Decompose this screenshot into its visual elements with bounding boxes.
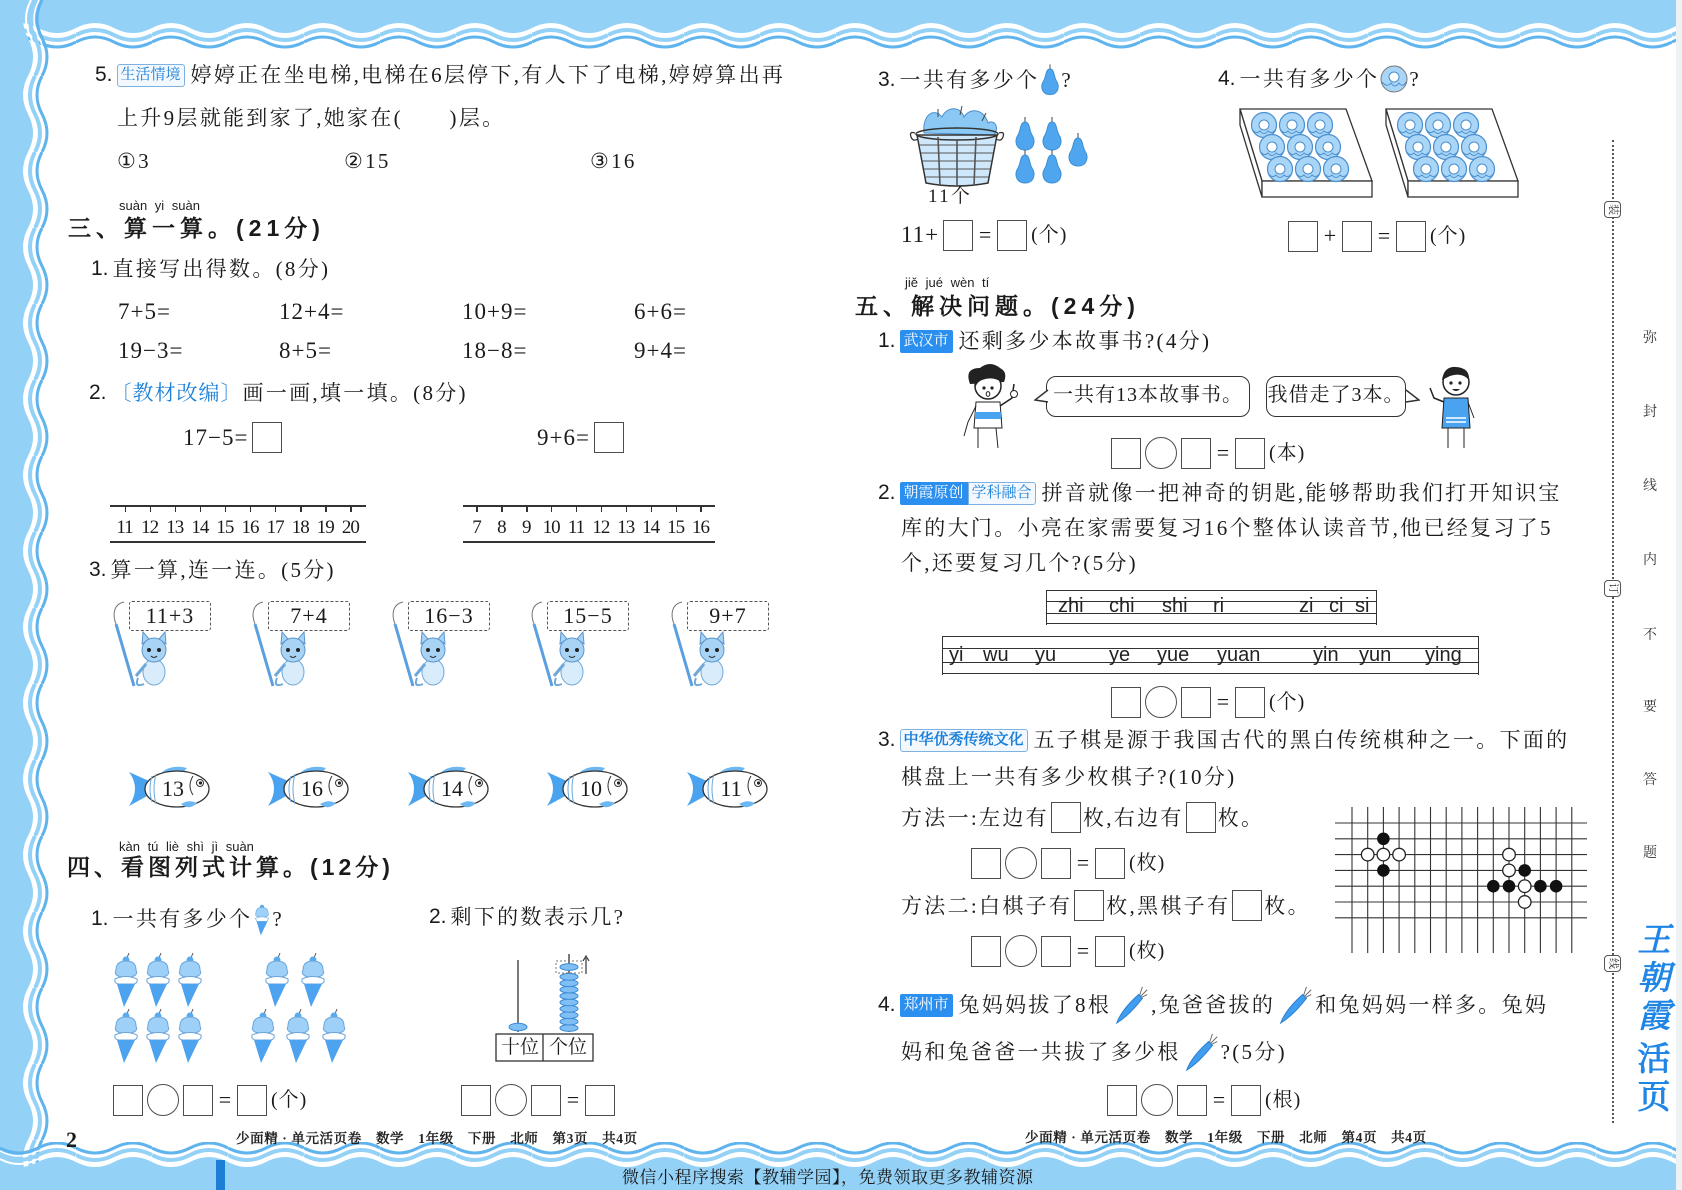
operator-circle[interactable] (1145, 686, 1177, 718)
section-4-q4-title (1218, 64, 1421, 94)
operator-circle[interactable] (495, 1084, 527, 1116)
question-text: 和兔妈妈一样多。兔妈 (1315, 993, 1549, 1017)
fish-number: 11 (720, 776, 742, 801)
equation-text: 9+6= (537, 424, 590, 450)
mental-math-item: 9+4= (634, 338, 687, 363)
equals-sign: = (1216, 440, 1230, 465)
equals-sign: = (978, 222, 992, 247)
fish-answer-card[interactable] (266, 764, 354, 812)
option-1[interactable]: ①3 (117, 149, 151, 173)
answer-box[interactable] (531, 1085, 561, 1116)
unit-label: (根) (1265, 1089, 1302, 1111)
tag-life-scenario: 生活情境 (117, 64, 185, 87)
number-line-tick (263, 505, 288, 541)
footer-left: 少面精 · 单元活页卷 数学 1年级 下册 北师 第3页 共4页 (236, 1131, 638, 1146)
tick-label: 18 (291, 517, 309, 538)
tick-label: 12 (141, 517, 159, 538)
question-number: 1. (91, 257, 109, 280)
black-stone (1518, 864, 1531, 877)
cat-expression-card[interactable]: 7+4 (268, 601, 350, 631)
answer-box[interactable] (971, 936, 1001, 967)
question-text: ?(5分) (1220, 1040, 1287, 1064)
pinyin-syllable: ying (1425, 644, 1462, 666)
equals-sign: = (1076, 938, 1090, 963)
unit-label: (个) (271, 1089, 308, 1111)
tick-label: 16 (691, 517, 709, 538)
cat-expression-card[interactable]: 16−3 (408, 601, 490, 631)
answer-box[interactable] (1111, 687, 1141, 718)
answer-box[interactable] (461, 1085, 491, 1116)
section-5-q3-line1 (878, 727, 1569, 753)
tens-place-label: 十位 (500, 1037, 539, 1058)
question-text: 拼音就像一把神奇的钥匙,能够帮助我们打开知识宝 (1041, 481, 1562, 505)
tick-label: 13 (617, 517, 635, 538)
fish-answer-card[interactable] (127, 764, 215, 812)
tick-label: 20 (341, 517, 359, 538)
question-number: 1. (878, 329, 896, 352)
section-5-q2-line2: 库的大门。小亮在家需要复习16个整体认读音节,他已经复习了5 (901, 516, 1553, 540)
equals-sign: = (1212, 1087, 1226, 1112)
tick-label: 19 (316, 517, 334, 538)
equals-sign: = (566, 1087, 580, 1112)
abacus (490, 950, 600, 1064)
section-3-q3-title (89, 557, 336, 583)
ice-cream-groups-picture (100, 950, 360, 1066)
number-line-tick (112, 505, 137, 541)
number-line-tick (212, 505, 237, 541)
white-stone (1361, 848, 1374, 861)
question-number: 2. (429, 905, 447, 928)
unit-label: (个) (1269, 691, 1306, 713)
tick-label: 15 (216, 517, 234, 538)
question-text: 五子棋是源于我国古代的黑白传统棋种之一。下面的 (1033, 728, 1570, 752)
method-text: 枚,黑棋子有 (1106, 893, 1231, 918)
method-text: 方法一:左边有 (901, 805, 1049, 830)
fish-number: 16 (301, 776, 323, 801)
pinyin-syllable: yue (1157, 644, 1190, 666)
operator-circle[interactable] (1005, 847, 1037, 879)
equation-17-minus-5 (183, 422, 282, 453)
seal-notice-char: 弥 (1643, 331, 1657, 346)
section-5-q4-line2 (901, 1032, 1287, 1072)
white-stone (1393, 848, 1406, 861)
mental-math-item: 10+9= (462, 299, 528, 324)
section-4-pinyin: kàn tú liè shì jì suàn (119, 839, 254, 854)
question-5-line1 (95, 62, 785, 88)
girl-icon (960, 362, 1030, 452)
ones-place-label: 个位 (548, 1037, 587, 1058)
white-stone (1503, 848, 1516, 861)
tick-label: 11 (567, 517, 585, 538)
seal-notice-char: 不 (1643, 628, 1657, 643)
equals-sign: = (1076, 850, 1090, 875)
question-number: 3. (878, 68, 896, 91)
tag-city-wuhan: 武汉市 (900, 330, 953, 353)
answer-box[interactable] (1235, 687, 1265, 718)
pear-basket-icon (908, 103, 1006, 189)
seal-notice-char: 答 (1643, 773, 1657, 788)
section-5-pinyin: jiě jué wèn tí (905, 275, 990, 290)
pinyin-syllable: zhi (1058, 595, 1084, 617)
black-stone (1534, 880, 1547, 893)
section-3-q2-title (89, 380, 468, 406)
cat-expression-card[interactable]: 11+3 (129, 601, 211, 631)
number-line-tick (338, 505, 363, 541)
question-number: 4. (878, 993, 896, 1016)
pinyin-syllable: yuan (1217, 644, 1261, 666)
method-2-answer-row (971, 935, 1165, 967)
mental-math-item: 6+6= (634, 299, 687, 324)
white-stone (1377, 848, 1390, 861)
number-line-tick (313, 505, 338, 541)
question-suffix: ? (1061, 68, 1073, 92)
question-text: 婷婷正在坐电梯,电梯在6层停下,有人下了电梯,婷婷算出再 (190, 63, 786, 87)
question-text: 直接写出得数。(8分) (112, 257, 331, 281)
tag-traditional-culture: 中华优秀传统文化 (900, 729, 1028, 752)
seal-notice-char: 封 (1643, 405, 1657, 420)
tag-original: 朝霞原创 (900, 482, 968, 505)
answer-box[interactable] (1041, 848, 1071, 879)
carrot-icon (1111, 985, 1151, 1025)
brand-logo-char: 页 (1637, 1078, 1671, 1115)
pears-outside-picture (1010, 115, 1094, 185)
promo-banner-text: 微信小程序搜索【教辅学园】，免费领取更多教辅资源 (622, 1168, 1034, 1187)
answer-box[interactable] (1095, 848, 1125, 879)
cat-expression-card[interactable]: 9+7 (687, 601, 769, 631)
question-5-line2: 上升9层就能到家了,她家在( )层。 (117, 106, 506, 130)
number-line-left (110, 505, 366, 543)
section-3-pinyin: suàn yi suàn (119, 198, 200, 213)
method-1-answer-row (971, 847, 1165, 879)
answer-box[interactable] (1111, 438, 1141, 469)
question-number: 3. (878, 728, 896, 751)
brand-logo-char: 朝 (1637, 961, 1671, 997)
answer-box[interactable] (1181, 438, 1211, 469)
section-5-title: 五、解决问题。(24分) (855, 293, 1140, 319)
answer-box[interactable] (1232, 890, 1262, 921)
pinyin-syllable: yin (1313, 644, 1339, 666)
number-line-tick (137, 505, 162, 541)
question-text: 兔妈妈拔了8根 (958, 993, 1112, 1017)
unit-label: (个) (1430, 225, 1467, 247)
ice-cream-icon (252, 902, 272, 936)
question-number: 2. (878, 481, 896, 504)
fish-answer-card[interactable] (406, 764, 494, 812)
tag-textbook-adapted: 〔教材改编〕 (110, 381, 243, 405)
black-stone (1550, 880, 1563, 893)
number-line-tick (539, 505, 564, 541)
number-line-tick (187, 505, 212, 541)
cat-expression-card[interactable]: 15−5 (547, 601, 629, 631)
equation-text: 17−5= (183, 424, 249, 450)
operator-circle[interactable] (1005, 935, 1037, 967)
tick-label: 7 (472, 517, 481, 538)
answer-box[interactable] (1231, 1085, 1261, 1116)
number-line-tick (514, 505, 539, 541)
white-stone (1518, 896, 1531, 909)
section-4-q1-answer-row (113, 1084, 307, 1116)
operator-circle[interactable] (1141, 1084, 1173, 1116)
unit-label: (个) (1031, 224, 1068, 246)
mental-math-item: 7+5= (118, 299, 171, 324)
binding-stamp: 线 (1604, 955, 1621, 972)
answer-box[interactable] (1041, 936, 1071, 967)
number-line-tick (588, 505, 613, 541)
speech-tail-right (1404, 388, 1420, 406)
answer-box[interactable] (971, 848, 1001, 879)
pinyin-syllable: zi (1299, 595, 1314, 617)
method-text: 枚。 (1217, 805, 1265, 830)
section-4-q3-answer-row (901, 219, 1067, 251)
pinyin-syllable: ri (1213, 595, 1225, 617)
tick-label: 13 (166, 517, 184, 538)
speech-tail-left (1034, 388, 1050, 406)
fish-answer-card[interactable] (545, 764, 633, 812)
section-4-q3-title (878, 64, 1073, 96)
answer-box[interactable] (183, 1085, 213, 1116)
answer-box[interactable] (1074, 890, 1104, 921)
method-1-row (901, 802, 1264, 833)
tick-label: 16 (241, 517, 259, 538)
number-line-tick (237, 505, 262, 541)
fish-number: 14 (441, 776, 463, 801)
girl-speech-bubble: 一共有13本故事书。 (1046, 376, 1250, 417)
section-5-q4-line1 (878, 985, 1548, 1025)
plus-sign: + (1323, 223, 1337, 248)
number-line-tick (638, 505, 663, 541)
question-text: 算一算,连一连。(5分) (110, 558, 336, 582)
method-text: 枚。 (1264, 893, 1311, 918)
tick-label: 8 (497, 517, 506, 538)
answer-box[interactable] (113, 1085, 143, 1116)
fish-number: 10 (580, 776, 602, 801)
number-line-tick (288, 505, 313, 541)
fish-answer-card[interactable] (685, 764, 773, 812)
answer-box[interactable] (594, 422, 624, 453)
tick-label: 9 (521, 517, 531, 538)
carrot-icon (1275, 985, 1315, 1025)
footer-right: 少面精 · 单元活页卷 数学 1年级 下册 北师 第4页 共4页 (1025, 1130, 1427, 1145)
question-suffix: ? (272, 907, 284, 931)
method-text: 方法二:白棋子有 (901, 893, 1073, 918)
mental-math-item: 12+4= (279, 299, 345, 324)
seal-notice-char: 内 (1643, 553, 1657, 568)
answer-box[interactable] (1051, 802, 1081, 833)
black-stone (1487, 880, 1500, 893)
answer-box[interactable] (1181, 687, 1211, 718)
operator-circle[interactable] (147, 1084, 179, 1116)
number-line-tick (613, 505, 638, 541)
number-line-tick (162, 505, 187, 541)
pinyin-syllable: si (1355, 595, 1370, 617)
section-4-q2-title (429, 904, 625, 930)
question-text: 一共有多少个 (112, 907, 253, 931)
answer-box[interactable] (1288, 221, 1318, 252)
tick-label: 14 (191, 517, 209, 538)
equals-sign: = (1377, 223, 1391, 248)
carrot-icon (1181, 1032, 1221, 1072)
black-stone (1377, 833, 1390, 846)
pinyin-syllable: yun (1359, 644, 1392, 666)
answer-box[interactable] (1177, 1085, 1207, 1116)
number-line-tick (464, 505, 489, 541)
method-text: 枚,右边有 (1082, 805, 1184, 830)
tick-label: 17 (266, 517, 284, 538)
section-4-q1-title (91, 902, 284, 936)
pinyin-syllable: wu (983, 644, 1009, 666)
basket-count-label: 11个 (928, 186, 973, 207)
number-line-tick (688, 505, 713, 541)
gomoku-board (1335, 805, 1591, 955)
number-line-underline (463, 541, 715, 543)
mental-math-item: 19−3= (118, 338, 184, 363)
section-5-q4-answer-row (1107, 1084, 1301, 1116)
equals-sign: = (1216, 689, 1230, 714)
answer-box[interactable] (1235, 438, 1265, 469)
section-5-q2-answer-row (1111, 686, 1305, 718)
section-4-q4-answer-row (1288, 220, 1466, 252)
section-5-q1-title (878, 328, 1211, 354)
pinyin-writing-row-1 (1046, 590, 1377, 625)
fish-number: 13 (162, 776, 184, 801)
white-stone (1503, 864, 1516, 877)
donut-boxes-picture (1238, 105, 1530, 201)
section-5-q3-line2: 棋盘上一共有多少枚棋子?(10分) (901, 765, 1237, 789)
section-4-q2-answer-row (461, 1084, 615, 1116)
pear-icon (1039, 64, 1061, 96)
tag-interdisciplinary: 学科融合 (968, 482, 1036, 505)
answer-box[interactable] (997, 220, 1027, 251)
question-suffix: ? (1409, 67, 1421, 91)
answer-box[interactable] (252, 422, 282, 453)
question-number: 1. (91, 907, 109, 930)
answer-box[interactable] (585, 1085, 615, 1116)
tag-city-zhengzhou: 郑州市 (900, 994, 953, 1017)
number-line-underline (110, 541, 366, 543)
boy-speech-bubble: 我借走了3本。 (1266, 376, 1406, 417)
operator-circle[interactable] (1145, 437, 1177, 469)
method-2-row (901, 890, 1311, 921)
brand-logo-char: 王 (1637, 923, 1671, 959)
option-2[interactable]: ②15 (344, 149, 391, 173)
number-line-tick (663, 505, 688, 541)
section-5-q2-line1 (878, 480, 1562, 506)
equals-sign: = (218, 1087, 232, 1112)
section-3-title: 三、算一算。(21分) (68, 215, 325, 241)
question-text: 一共有多少个 (1239, 67, 1380, 91)
question-text: 一共有多少个 (899, 68, 1040, 92)
unit-label: (枚) (1129, 852, 1166, 874)
question-number: 2. (89, 381, 107, 404)
answer-box[interactable] (943, 220, 973, 251)
white-stone (1518, 880, 1531, 893)
unit-label: (本) (1269, 442, 1306, 464)
page-number: 2 (66, 1127, 77, 1152)
binding-stamp: 订 (1604, 580, 1621, 597)
section-4-title: 四、看图列式计算。(12分) (67, 854, 394, 880)
tick-label: 11 (116, 517, 133, 538)
black-stone (1503, 880, 1516, 893)
pinyin-syllable: yu (1035, 644, 1057, 666)
equation-9-plus-6 (537, 422, 624, 453)
question-text: 还剩多少本故事书?(4分) (958, 329, 1212, 353)
pinyin-syllable: ye (1109, 644, 1131, 666)
pinyin-syllable: yi (949, 644, 964, 666)
seal-notice-char: 题 (1643, 846, 1657, 861)
answer-box[interactable] (1396, 221, 1426, 252)
question-number: 5. (95, 63, 113, 86)
answer-box[interactable] (1342, 221, 1372, 252)
tick-label: 14 (642, 517, 660, 538)
brand-logo-char: 霞 (1637, 999, 1671, 1035)
pinyin-syllable: chi (1109, 595, 1135, 617)
number-line-tick (564, 505, 589, 541)
pinyin-syllable: shi (1162, 595, 1188, 617)
binding-stamp: 装 (1604, 201, 1621, 218)
brand-logo-char: 活 (1637, 1040, 1671, 1077)
binding-dashed-line (1612, 140, 1614, 1123)
question-text: 妈和兔爸爸一共拔了多少根 (901, 1040, 1181, 1064)
question-number: 4. (1218, 67, 1236, 90)
section-5-q1-answer-row (1111, 437, 1305, 469)
number-line-right (463, 505, 715, 543)
boy-icon (1424, 362, 1482, 450)
mental-math-item: 8+5= (279, 338, 332, 363)
answer-box[interactable] (1107, 1085, 1137, 1116)
answer-box[interactable] (1095, 936, 1125, 967)
black-stone (1377, 864, 1390, 877)
unit-label: (枚) (1129, 940, 1166, 962)
question-text: 画一画,填一填。(8分) (242, 381, 468, 405)
tick-label: 10 (542, 517, 560, 538)
pinyin-writing-row-2 (942, 636, 1479, 675)
question-text: ,兔爸爸拔的 (1151, 993, 1276, 1017)
tick-label: 15 (667, 517, 685, 538)
number-line-tick (489, 505, 514, 541)
question-text: 剩下的数表示几? (450, 905, 626, 929)
equation-prefix: 11+ (901, 222, 940, 247)
pinyin-syllable: ci (1329, 595, 1344, 617)
mental-math-item: 18−8= (462, 338, 528, 363)
seal-notice-char: 线 (1643, 479, 1657, 494)
answer-box[interactable] (237, 1085, 267, 1116)
tick-label: 12 (592, 517, 610, 538)
question-number: 3. (89, 558, 107, 581)
donut-icon (1379, 64, 1409, 94)
section-5-q2-line3: 个,还要复习几个?(5分) (901, 551, 1138, 575)
option-3[interactable]: ③16 (590, 149, 637, 173)
section-3-q1-title (91, 256, 330, 282)
answer-box[interactable] (1186, 802, 1216, 833)
seal-notice-char: 要 (1643, 700, 1657, 715)
